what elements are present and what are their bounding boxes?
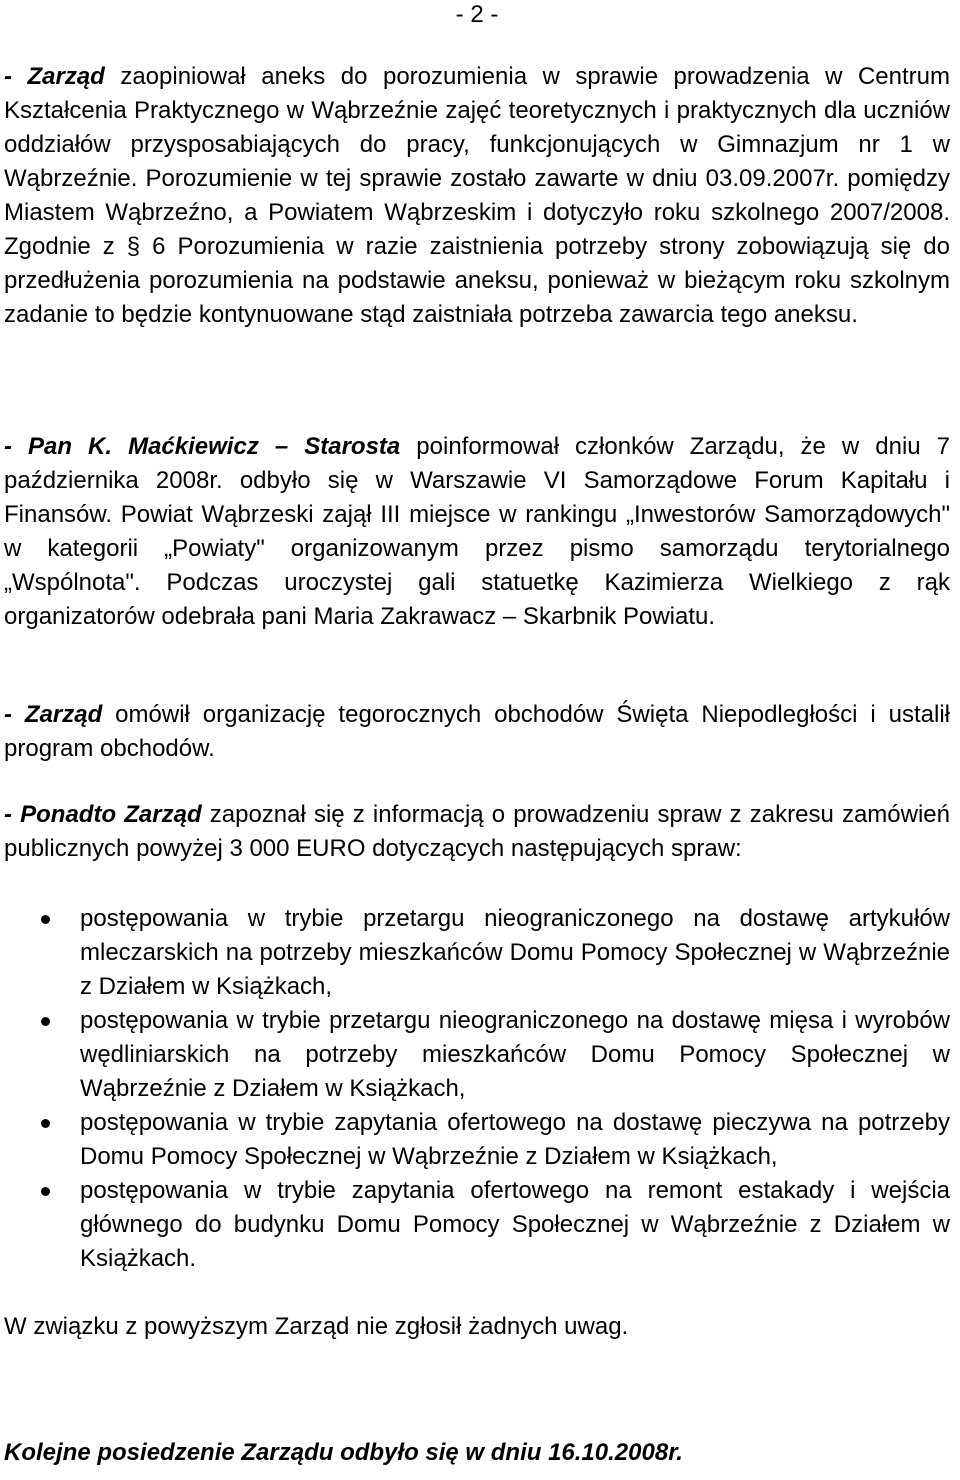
conclusion: W związku z powyższym Zarząd nie zgłosił żadnych uwag.: [4, 1313, 629, 1340]
paragraph-aneks: [4, 60, 950, 332]
list-item: [4, 1174, 950, 1276]
procurement-list: [4, 902, 950, 1276]
list-item-text: postępowania w trybie zapytania ofertowego na remont estakady i wejścia głównego do budynku Domu Pomocy Społecznej w Wąbrzeźnie z Działem w Książkach.: [80, 1177, 950, 1272]
paragraph-text: omówił organizację tegorocznych obchodów Święta Niepodległości i ustalił program obchodów.: [4, 701, 950, 762]
page-number: - 2 -: [455, 1, 499, 28]
list-item-text: postępowania w trybie przetargu nieograniczonego na dostawę artykułów mleczarskich na potrzeby mieszkańców Domu Pomocy Społecznej w Wąbrzeźnie z Działem w Książkach,: [80, 905, 950, 1000]
paragraph-forum: [4, 430, 950, 634]
bullet-icon: [41, 1017, 50, 1026]
list-item-text: postępowania w trybie przetargu nieograniczonego na dostawę mięsa i wyrobów wędliniarskich na potrzeby mieszkańców Domu Pomocy Społecznej w Wąbrzeźnie z Działem w Książkach,: [80, 1007, 950, 1102]
paragraph-lead: - Pan K. Maćkiewicz – Starosta: [4, 433, 401, 460]
bullet-icon: [41, 1119, 50, 1128]
bullet-icon: [41, 915, 50, 924]
list-item: [4, 902, 950, 1004]
paragraph-text: poinformował członków Zarządu, że w dniu 7 października 2008r. odbyło się w Warszawie VI Samorządowe Forum Kapitału i Finansów. Powiat Wąbrzeski zajął III miejsce w rankingu „Inwestorów Samorządowych" w kategorii „Powiaty" organizowanym przez pismo samorządu terytorialnego „Wspólnota". Podczas uroczystej gali statuetkę Kazimierza Wielkiego z rąk organizatorów odebrała pani Maria Zakrawacz – Skarbnik Powiatu.: [4, 433, 951, 630]
paragraph-text: zapoznał się z informacją o prowadzeniu spraw z zakresu zamówień publicznych powyżej 3 000 EURO dotyczących następujących spraw:: [4, 801, 951, 862]
bullet-icon: [41, 1187, 50, 1196]
paragraph-text: zaopiniował aneks do porozumienia w sprawie prowadzenia w Centrum Kształcenia Praktycznego w Wąbrzeźnie zajęć teoretycznych i praktycznych dla uczniów oddziałów przysposabiających do pracy, funkcjonujących w Gimnazjum nr 1 w Wąbrzeźnie. Porozumienie w tej sprawie zostało zawarte w dniu 03.09.2007r. pomiędzy Miastem Wąbrzeźno, a Powiatem Wąbrzeskim i dotyczyło roku szkolnego 2007/2008. Zgodnie z § 6 Porozumienia w razie zaistnienia potrzeby strony zobowiązują się do przedłużenia porozumienia na podstawie aneksu, ponieważ w bieżącym roku szkolnym zadanie to będzie kontynuowane stąd zaistniała potrzeba zawarcia tego aneksu.: [4, 63, 950, 328]
next-meeting-note: Kolejne posiedzenie Zarządu odbyło się w dniu 16.10.2008r.: [4, 1439, 683, 1466]
list-item: [4, 1106, 950, 1174]
paragraph-lead: - Zarząd: [4, 701, 103, 728]
list-item-text: postępowania w trybie zapytania ofertowego na dostawę pieczywa na potrzeby Domu Pomocy Społecznej w Wąbrzeźnie z Działem w Książkach,: [80, 1109, 950, 1170]
paragraph-zamowienia: [4, 798, 950, 866]
list-item: [4, 1004, 950, 1106]
paragraph-lead: - Zarząd: [4, 63, 105, 90]
paragraph-lead: - Ponadto Zarząd: [4, 801, 202, 828]
document-page: [4, 0, 950, 1480]
paragraph-swieto: [4, 698, 950, 766]
